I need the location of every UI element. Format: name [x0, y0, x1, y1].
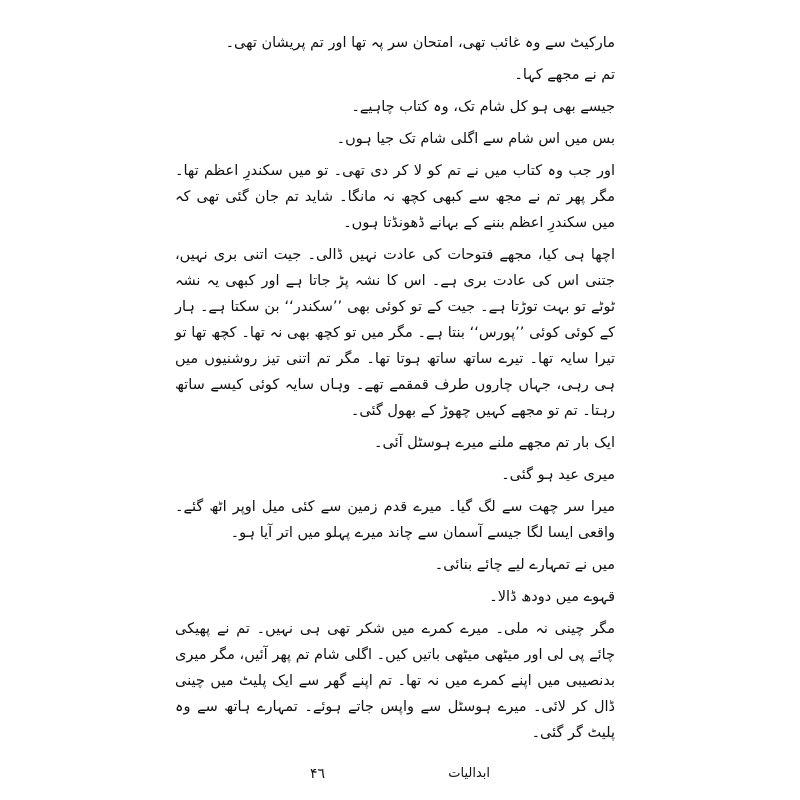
page-body: [175, 30, 615, 752]
paragraph: اچھا ہی کیا، مجھے فتوحات کی عادت نہیں ڈالی۔ جیت اتنی بری نہیں، جتنی اس کی عادت بری ہے۔ اس کا نشہ پڑ جاتا ہے اور کبھی یہ نشہ ٹوٹے تو بہت توڑتا ہے۔ جیت کے تو کوئی بھی ’’سکندر‘‘ بن سکتا ہے۔ ہار کے کوئی کوئی ’’پورس‘‘ بنتا ہے۔ مگر میں تو کچھ بھی نہ تھا۔ کچھ تھا تو تیرا سایہ تھا۔ تیرے ساتھ ساتھ ہوتا تھا۔ مگر تم اتنی تیز روشنیوں میں ہی رہی، جہاں چاروں طرف قمقمے تھے۔ وہاں سایہ کوئی کیسے ساتھ رہتا۔ تم تو مجھے کہیں چھوڑ کے بھول گئی۔: [175, 247, 615, 419]
page-number: ۴٦: [310, 766, 326, 782]
book-title: ابدالیات: [448, 766, 490, 781]
paragraph: اور جب وہ کتاب میں نے تم کو لا کر دی تھی۔ تو میں سکندرِ اعظم تھا۔ مگر پھر تم نے مجھ سے کبھی کچھ نہ مانگا۔ شاید تم جان گئی تھی کہ میں سکندرِ اعظم بننے کے بہانے ڈھونڈتا ہوں۔: [175, 163, 615, 231]
paragraph: بس میں اس شام سے اگلی شام تک جیا ہوں۔: [336, 131, 615, 147]
paragraph: مارکیٹ سے وہ غائب تھی، امتحان سر پہ تھا اور تم پریشان تھی۔: [225, 35, 615, 51]
paragraph: میں نے تمہارے لیے چائے بنائی۔: [434, 557, 615, 573]
paragraph: مگر چینی نہ ملی۔ میرے کمرے میں شکر تھی ہی نہیں۔ تم نے پھیکی چائے پی لی اور میٹھی میٹھی باتیں کیں۔ اگلی شام تم پھر آئیں، مگر میری بدنصیبی میں اپنے کمرے میں نہ تھا۔ تم اپنے گھر سے ایک پلیٹ میں چینی ڈال کر لائی۔ میرے ہوسٹل سے واپس جاتے ہوئے۔ تمہارے ہاتھ سے وہ پلیٹ گر گئی۔: [175, 621, 615, 741]
paragraph: قہوے میں دودھ ڈالا۔: [489, 589, 615, 605]
paragraph: میرا سر چھت سے لگ گیا۔ میرے قدم زمین سے کئی میل اوپر اٹھ گئے۔ واقعی ایسا لگا جیسے آسمان سے چاند میرے پہلو میں اتر آیا ہو۔: [175, 499, 615, 541]
paragraph: جیسے بھی ہو کل شام تک، وہ کتاب چاہیے۔: [351, 99, 615, 115]
paragraph: ایک بار تم مجھے ملنے میرے ہوسٹل آئی۔: [374, 435, 615, 451]
paragraph: میری عید ہو گئی۔: [501, 467, 615, 483]
paragraph: تم نے مجھے کہا۔: [514, 67, 615, 83]
page-footer: [310, 766, 490, 786]
